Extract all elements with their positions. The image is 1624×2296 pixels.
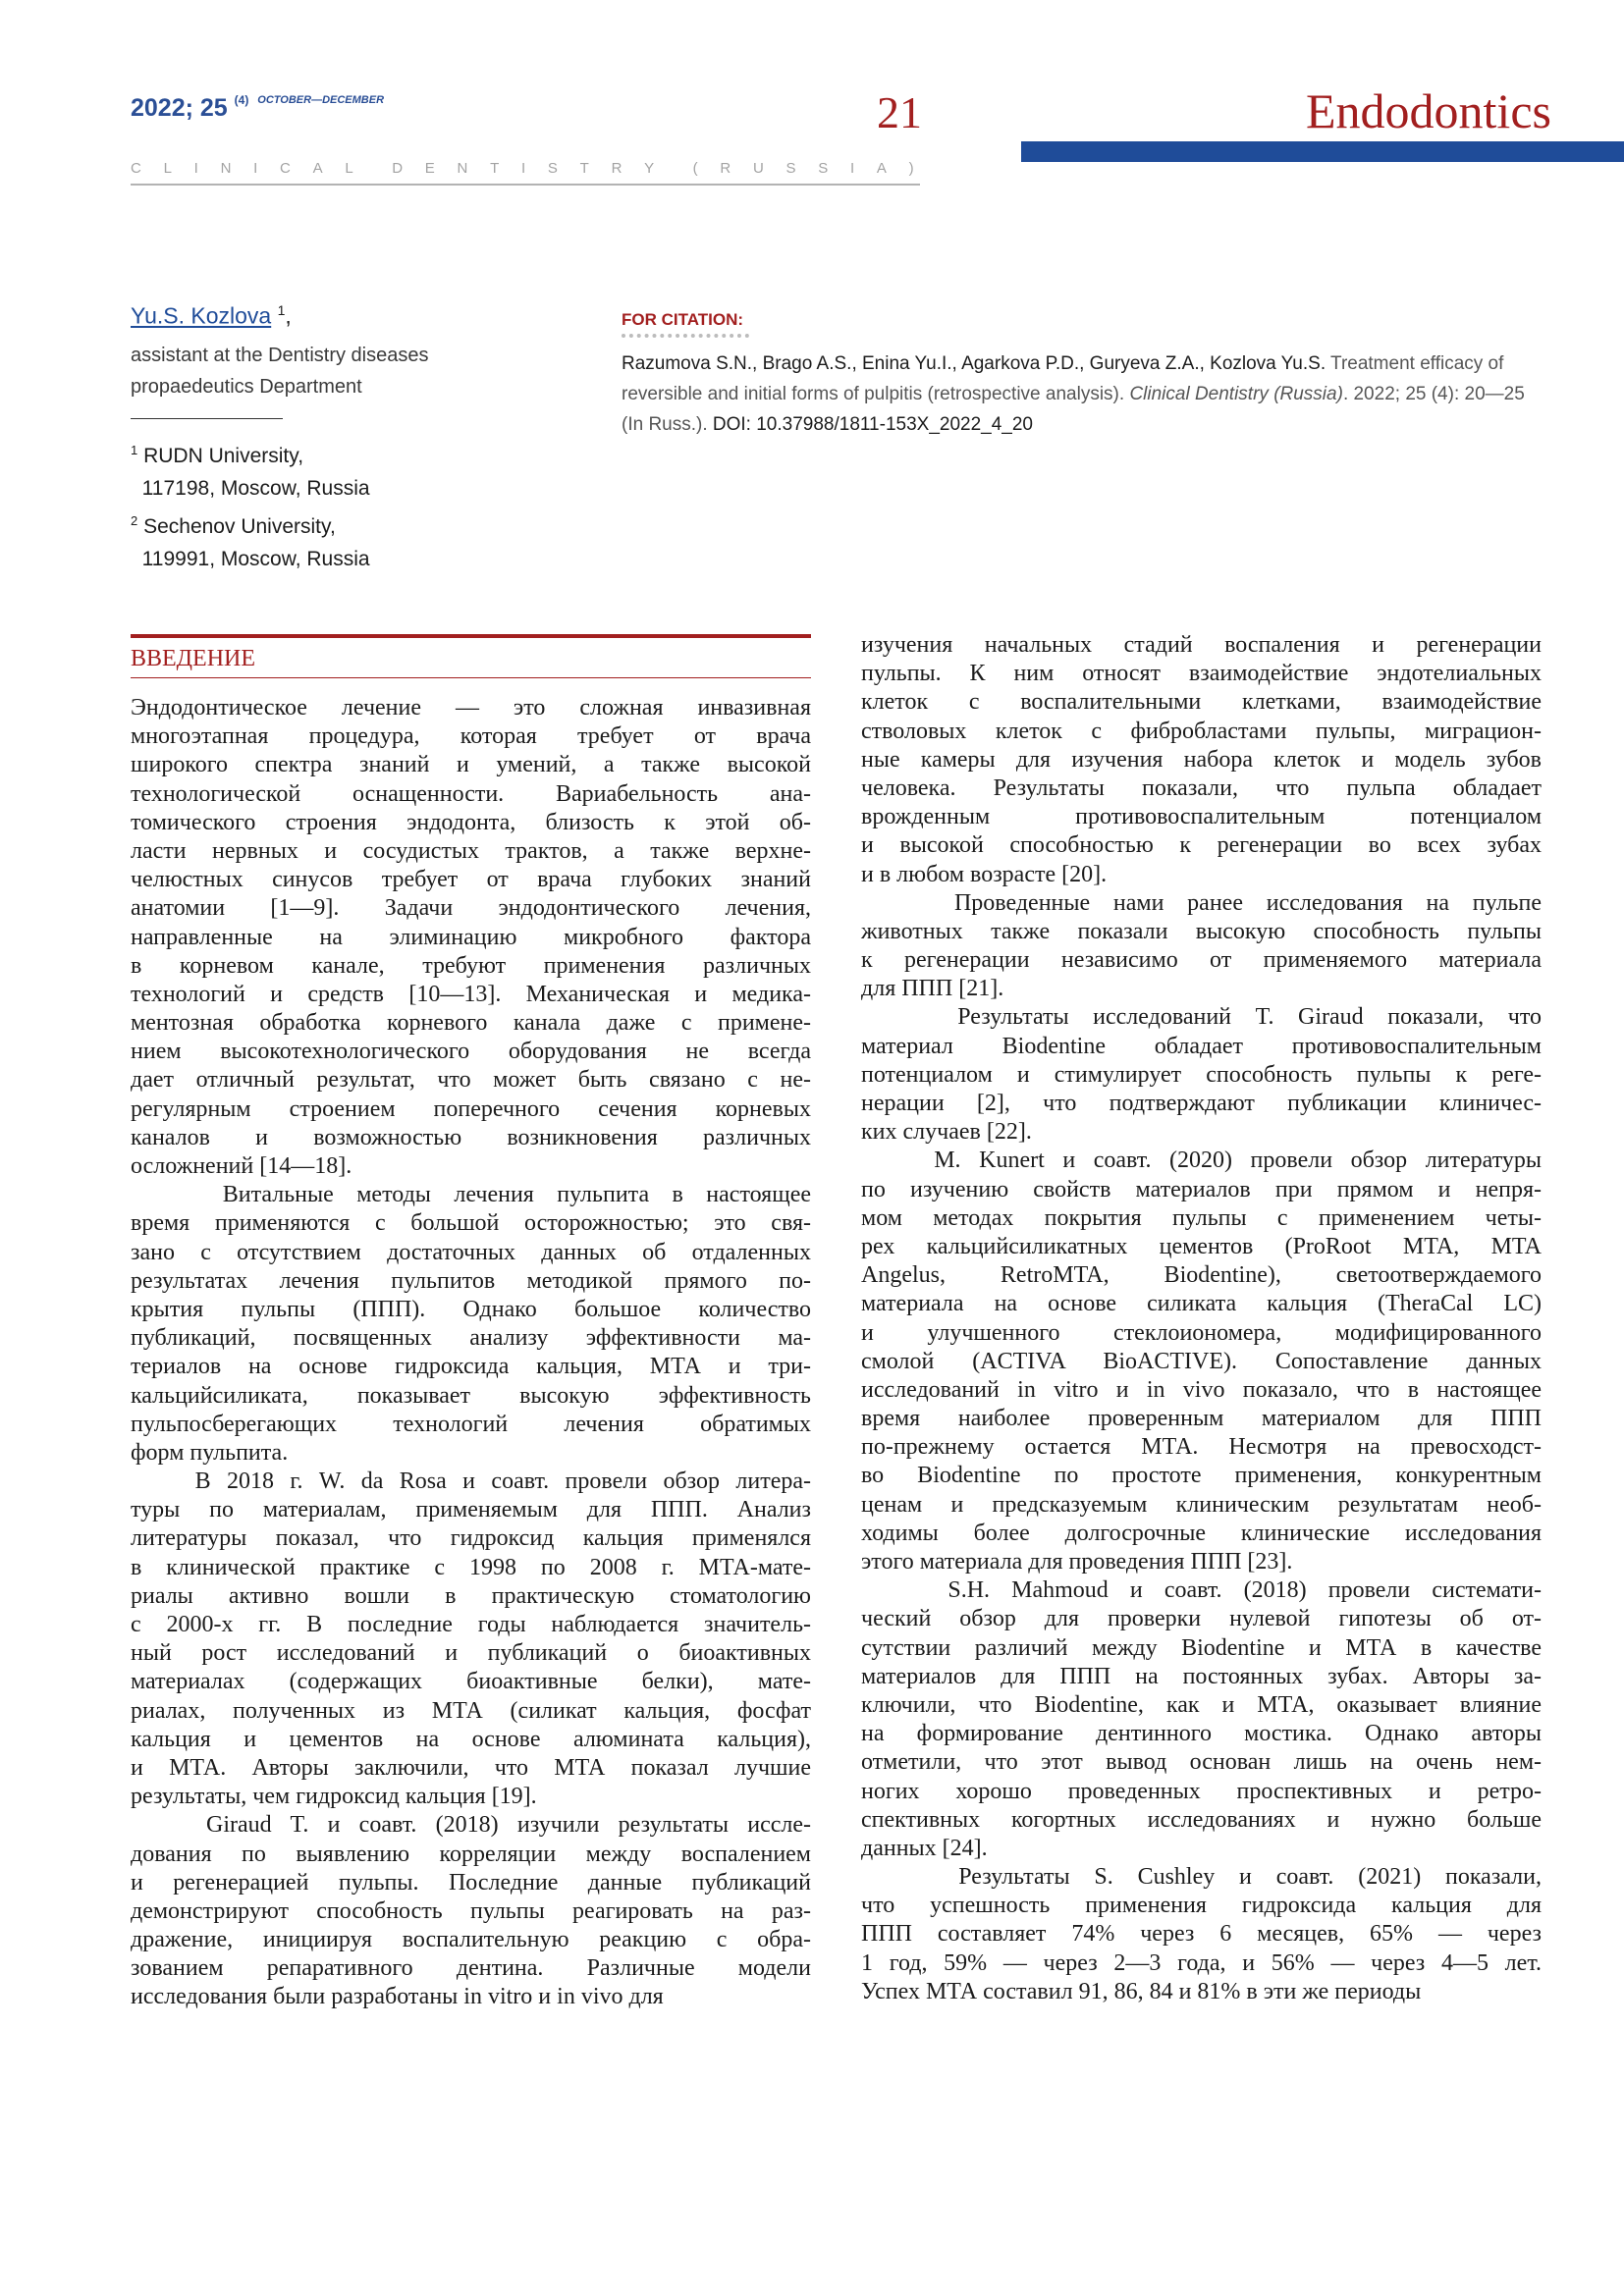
journal-name-letter: A xyxy=(312,160,329,177)
body-text-line: литературы показал, что гидроксид кальция применялся xyxy=(131,1525,811,1552)
citation-dots xyxy=(622,334,749,338)
body-text-line: на формирование дентинного мостика. Однако авторы xyxy=(861,1721,1542,1747)
intro-heading: ВВЕДЕНИЕ xyxy=(131,646,256,671)
body-text-line: Эндодонтическое лечение — это сложная инвазивная xyxy=(131,695,811,721)
journal-name-letter: I xyxy=(850,160,861,177)
body-text-line: смолой (ACTIVA BioACTIVE). Сопоставление данных xyxy=(861,1348,1542,1374)
citation-title: Treatment efficacy of reversible and initial forms of pulpitis (retrospective analysis). xyxy=(622,353,1504,404)
author-position xyxy=(131,340,484,402)
body-text-line: потенциалом и стимулирует способность пульпы к реге- xyxy=(861,1061,1542,1088)
body-text-line: ческий обзор для проверки нулевой гипотезы об от- xyxy=(861,1606,1542,1632)
body-text-line: ные камеры для изучения набора клеток и модель зубов xyxy=(861,746,1542,773)
issue-info xyxy=(131,94,384,123)
author-name[interactable]: Yu.S. Kozlova $^1$, xyxy=(131,302,292,329)
body-text-line: кальция и цементов на основе алюмината кальция), xyxy=(131,1726,811,1752)
body-text-line: ходимы более долгосрочные клинические исследования xyxy=(861,1520,1542,1546)
body-text-line: ких случаев [22]. xyxy=(861,1119,1032,1146)
body-text-line: крытия пульпы (ППП). Однако большое количество xyxy=(131,1296,811,1322)
body-text-line: Проведенные нами ранее исследования на пульпе xyxy=(861,889,1542,916)
body-text-line: Витальные методы лечения пульпита в настоящее xyxy=(131,1182,811,1208)
body-text-line: ценам и предсказуемым клиническим результатам необ- xyxy=(861,1491,1542,1518)
body-text-line: томического строения эндодонта, близость к этой об- xyxy=(131,809,811,835)
affiliation-sup: 2 xyxy=(131,513,138,528)
body-text-line: пульпосберегающих технологий лечения обратимых xyxy=(131,1411,811,1437)
journal-name-letter: Y xyxy=(644,160,661,177)
body-text-line: форм пульпита. xyxy=(131,1439,289,1466)
author-position-line: assistant at the Dentistry diseases xyxy=(131,345,429,366)
body-text-line: материалов для ППП на постоянных зубах. Авторы за- xyxy=(861,1663,1542,1689)
body-text-line: и в любом возрасте [20]. xyxy=(861,861,1108,887)
journal-name-letter: T xyxy=(579,160,595,177)
body-text-line: зано с отсутствием достаточных данных об отдаленных xyxy=(131,1239,811,1265)
body-text-line: ный рост исследований и публикаций о биоактивных xyxy=(131,1640,811,1667)
journal-name-letter: T xyxy=(490,160,506,177)
journal-name-letter: C xyxy=(280,160,297,177)
body-text-line: пульпы. К ним относят взаимодействие эндотелиальных xyxy=(861,661,1542,687)
citation-authors: Razumova S.N., Brago A.S., Enina Yu.I., Agarkova P.D., Guryeva Z.A., Kozlova Yu.S. xyxy=(622,353,1326,374)
body-text-line: S.H. Mahmoud и соавт. (2018) провели системати- xyxy=(861,1577,1542,1604)
affiliations xyxy=(131,434,484,575)
journal-name-letter: L xyxy=(345,160,359,177)
journal-name-letter: S xyxy=(547,160,564,177)
body-text-line: Giraud T. и соавт. (2018) изучили результаты иссле- xyxy=(131,1812,811,1839)
journal-name-letter: E xyxy=(424,160,441,177)
citation-text xyxy=(622,348,1544,440)
body-text-line: технологической оснащенности. Вариабельность ана- xyxy=(131,780,811,807)
body-text-line: Результаты S. Cushley и соавт. (2021) показали, xyxy=(861,1864,1542,1891)
body-text-line: по-прежнему остается МТА. Несмотря на превосходст- xyxy=(861,1434,1542,1461)
affiliation-line: $^2$ Sechenov University, xyxy=(131,513,336,538)
journal-name-letter: I xyxy=(521,160,532,177)
journal-name-letter: N xyxy=(457,160,474,177)
intro-rule-top xyxy=(131,634,811,638)
body-text-line: и высокой способностью к регенерации во всех зубах xyxy=(861,832,1542,859)
affiliation-sup: 1 xyxy=(131,443,138,457)
affiliation-line: 119991, Moscow, Russia xyxy=(141,548,370,570)
body-text-line: M. Kunert и соавт. (2020) провели обзор литературы xyxy=(861,1148,1542,1174)
body-text-line: изучения начальных стадий воспаления и регенерации xyxy=(861,632,1542,658)
body-text-line: исследований in vitro и in vivo показало, что в настоящее xyxy=(861,1376,1542,1403)
journal-name-letter: I xyxy=(253,160,264,177)
body-column-right xyxy=(861,631,1542,2006)
body-column-left xyxy=(131,694,811,2012)
journal-name-letter: U xyxy=(752,160,770,177)
journal-name-letter: S xyxy=(785,160,802,177)
body-text-line: животных также показали высокую способность пульпы xyxy=(861,918,1542,944)
journal-name xyxy=(131,160,920,177)
journal-name-letter: R xyxy=(720,160,737,177)
body-text-line: ногих хорошо проведенных проспективных и ретро- xyxy=(861,1778,1542,1804)
body-text-line: Angelus, RetroMTA, Biodentine), светоотверждаемого xyxy=(861,1262,1542,1289)
body-text-line: клеток с воспалительными клетками, взаимодействие xyxy=(861,689,1542,716)
citation-doi[interactable]: DOI: 10.37988/1811-153X_2022_4_20 xyxy=(712,414,1033,435)
body-text-line: челюстных синусов требует от врача глубоких знаний xyxy=(131,867,811,893)
body-text-line: к регенерации независимо от применяемого материала xyxy=(861,947,1542,974)
body-text-line: и улучшенного стеклоиономера, модифицированного xyxy=(861,1319,1542,1346)
section-title: Endodontics xyxy=(1306,83,1551,138)
intro-rule-bottom xyxy=(131,677,811,678)
body-text-line: и МТА. Авторы заключили, что МТА показал лучшие xyxy=(131,1754,811,1781)
body-text-line: Результаты исследований T. Giraud показали, что xyxy=(861,1004,1542,1031)
body-text-line: В 2018 г. W. da Rosa и соавт. провели обзор литера- xyxy=(131,1468,811,1495)
body-text-line: многоэтапная процедура, которая требует от врача xyxy=(131,723,811,750)
journal-name-letter: A xyxy=(876,160,893,177)
body-text-line: исследования были разработаны in vitro и in vivo для xyxy=(131,1984,664,2010)
body-text-line: с 2000-х гг. В последние годы наблюдается значитель- xyxy=(131,1612,811,1637)
issue-number: (4) xyxy=(234,93,249,107)
body-text-line: материал Biodentine обладает противовоспалительным xyxy=(861,1033,1542,1059)
body-text-line: направленные на элиминацию микробного фактора xyxy=(131,924,811,950)
body-text-line: по изучению свойств материалов при прямом и непря- xyxy=(861,1176,1542,1202)
section-bar xyxy=(1021,141,1624,162)
body-text-line: и регенерацией пульпы. Последние данные публикаций xyxy=(131,1869,811,1896)
body-text-line: сутствии различий между Biodentine и МТА в качестве xyxy=(861,1634,1542,1661)
affiliation-line: $^1$ RUDN University, xyxy=(131,443,304,467)
journal-name-letter: L xyxy=(163,160,178,177)
body-text-line: осложнений [14—18]. xyxy=(131,1153,352,1179)
body-text-line: результатах лечения пульпитов методикой прямого по- xyxy=(131,1267,811,1294)
body-text-line: человека. Результаты показали, что пульпа обладает xyxy=(861,774,1542,801)
body-text-line: этого материала для проведения ППП [23]. xyxy=(861,1549,1293,1575)
body-text-line: риалы активно вошли в практическую стоматологию xyxy=(131,1582,811,1609)
body-text-line: рех кальцийсиликатных цементов (ProRoot MTA, MTA xyxy=(861,1233,1542,1259)
body-text-line: нием высокотехнологического оборудования не всегда xyxy=(131,1039,811,1065)
body-text-line: технологий и средств [10—13]. Механическая и медика- xyxy=(131,981,811,1007)
body-text-line: врожденным противовоспалительным потенциалом xyxy=(861,804,1542,830)
body-text-line: Успех МТА составил 91, 86, 84 и 81% в эти же периоды xyxy=(861,1978,1422,2004)
journal-name-letter: ) xyxy=(908,160,920,177)
journal-name-letter: ( xyxy=(692,160,704,177)
body-text-line: регулярным строением поперечного сечения корневых xyxy=(131,1095,811,1122)
journal-name-letter: D xyxy=(392,160,409,177)
affiliation-divider xyxy=(131,418,283,419)
body-text-line: дает отличный результат, что может быть связано с не- xyxy=(131,1067,811,1094)
citation-journal: Clinical Dentistry (Russia) xyxy=(1129,384,1343,404)
body-text-line: для ППП [21]. xyxy=(861,976,1004,1002)
body-text-line: ППП составляет 74% через 6 месяцев, 65% — через xyxy=(861,1921,1542,1948)
body-text-line: ментозная обработка корневого канала даже с примене- xyxy=(131,1010,811,1037)
citation-label: FOR CITATION: xyxy=(622,310,744,329)
body-text-line: стволовых клеток с фибробластами пульпы, миграцион- xyxy=(861,718,1542,744)
year-volume: 2022; 25 xyxy=(131,94,228,122)
body-text-line: результаты, чем гидроксид кальция [19]. xyxy=(131,1784,537,1810)
journal-name-letter: R xyxy=(611,160,628,177)
author-position-line: propaedeutics Department xyxy=(131,376,362,398)
author-affil-sup: 1 xyxy=(277,302,286,318)
body-text-line: во Biodentine по простоте применения, конкурентным xyxy=(861,1463,1542,1489)
body-text-line: публикаций, посвященных анализу эффективности ма- xyxy=(131,1325,811,1352)
body-text-line: что успешность применения гидроксида кальция для xyxy=(861,1893,1542,1919)
body-text-line: время наиболее проверенным материалом для ППП xyxy=(861,1406,1542,1432)
body-text-line: отметили, что этот вывод основан лишь на очень нем- xyxy=(861,1749,1542,1776)
body-text-line: в корневом канале, требуют применения различных xyxy=(131,952,811,979)
body-text-line: анатомии [1—9]. Задачи эндодонтического лечения, xyxy=(131,895,811,922)
body-text-line: время применяются с большой осторожностью; это свя- xyxy=(131,1210,811,1237)
body-text-line: спективных когортных исследованиях и нужно больше xyxy=(861,1806,1542,1833)
body-text-line: каналов и возможностью возникновения различных xyxy=(131,1124,811,1150)
body-text-line: мом методах покрытия пульпы с применением четы- xyxy=(861,1204,1542,1231)
body-text-line: териалов на основе гидроксида кальция, МТА и три- xyxy=(131,1354,811,1380)
body-text-line: материала на основе силиката кальция (TheraCal LC) xyxy=(861,1291,1542,1317)
affiliation-line: 117198, Moscow, Russia xyxy=(141,477,370,500)
body-text-line: риалах, полученных из МТА (силикат кальция, фосфат xyxy=(131,1697,811,1724)
issue-period: OCTOBER—DECEMBER xyxy=(257,94,385,106)
body-text-line: нерации [2], что подтверждают публикации клиничес- xyxy=(861,1091,1542,1116)
body-text-line: дражение, инициируя воспалительную реакцию с обра- xyxy=(131,1927,811,1953)
journal-name-letter: S xyxy=(818,160,835,177)
body-text-line: 1 год, 59% — через 2—3 года, и 56% — через 4—5 лет. xyxy=(861,1949,1542,1976)
journal-name-letter: C xyxy=(131,160,147,177)
body-text-line: в клинической практике с 1998 по 2008 г. МТА-мате- xyxy=(131,1554,811,1580)
body-text-line: материалах (содержащих биоактивные белки), мате- xyxy=(131,1669,811,1695)
body-text-line: ласти нервных и сосудистых трактов, а также верхне- xyxy=(131,837,811,864)
body-text-line: дования по выявлению корреляции между воспалением xyxy=(131,1841,811,1867)
body-text-line: ключили, что Biodentine, как и МТА, оказывает влияние xyxy=(861,1691,1542,1718)
body-text-line: данных [24]. xyxy=(861,1835,988,1861)
citation-details: . 2022; 25 (4): 20—25 (In Russ.). xyxy=(622,384,1525,435)
body-text-line: туры по материалам, применяемым для ППП. Анализ xyxy=(131,1497,811,1523)
body-text-line: зованием репаративного дентина. Различные модели xyxy=(131,1955,811,1982)
author-name-link[interactable]: Yu.S. Kozlova xyxy=(131,302,272,329)
page-number: 21 xyxy=(877,87,922,137)
journal-name-letter: I xyxy=(193,160,204,177)
journal-name-letter: N xyxy=(220,160,238,177)
body-text-line: демонстрируют способность пульпы реагировать на раз- xyxy=(131,1897,811,1924)
body-text-line: кальцийсиликата, показывает высокую эффективность xyxy=(131,1382,811,1409)
body-text-line: широкого спектра знаний и умений, а также высокой xyxy=(131,752,811,778)
